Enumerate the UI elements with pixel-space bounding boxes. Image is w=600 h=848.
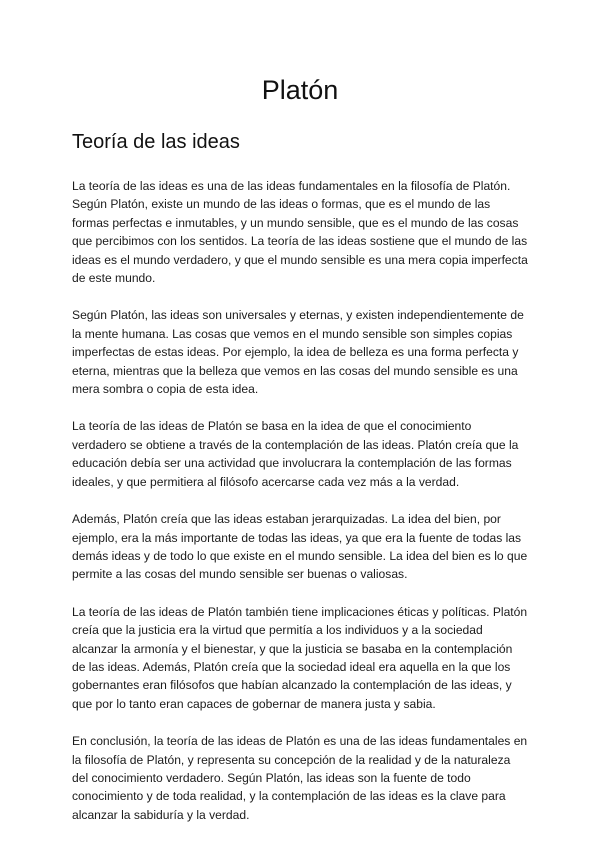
section-heading: Teoría de las ideas (72, 131, 240, 153)
document-title: Platón (261, 75, 339, 105)
paragraph-3: La teoría de las ideas de Platón se basa en la idea de que el conocimiento verdadero se obtiene a través de la contemplación de las ideas. Platón creía que la educación debía ser una actividad que involucrara la contemplación de las formas ideales, y que permitiera al filósofo acercarse cada vez más a la verdad. (72, 419, 519, 489)
paragraph-2: Según Platón, las ideas son universales y eternas, y existen independientemente de la mente humana. Las cosas que vemos en el mundo sensible son simples copias imperfectas de estas ideas. Por ejemplo, la idea de belleza es una forma perfecta y eterna, mientras que la belleza que vemos en las cosas del mundo sensible es una mera sombra o copia de esta idea. (72, 308, 524, 397)
paragraph-6: En conclusión, la teoría de las ideas de Platón es una de las ideas fundamentales en la filosofía de Platón, y representa su concepción de la realidad y de la naturaleza del conocimiento verdadero. Según Platón, las ideas son la fuente de todo conocimiento y de toda realidad, y la contemplación de las ideas es la clave para alcanzar la sabiduría y la verdad. (72, 734, 528, 822)
paragraph-4: Además, Platón creía que las ideas estaban jerarquizadas. La idea del bien, por ejemplo, era la más importante de todas las ideas, ya que era la fuente de todas las demás ideas y de todo lo que existe en el mundo sensible. La idea del bien es lo que permite a las cosas del mundo sensible ser buenas o valiosas. (72, 512, 528, 582)
paragraph-1: La teoría de las ideas es una de las ideas fundamentales en la filosofía de Platón. Según Platón, existe un mundo de las ideas o formas, que es el mundo de las formas perfectas e inmutables, y un mundo sensible, que es el mundo de las cosas que percibimos con los sentidos. La teoría de las ideas sostiene que el mundo de las ideas es el mundo verdadero, y que el mundo sensible es una mera copia imperfecta de este mundo. (72, 179, 528, 286)
document-body (72, 177, 528, 843)
paragraph-5: La teoría de las ideas de Platón también tiene implicaciones éticas y políticas. Platón creía que la justicia era la virtud que permitía a los individuos y a la sociedad alcanzar la armonía y el bienestar, y que la justicia se basaba en la contemplación de las ideas. Además, Platón creía que la sociedad ideal era aquella en la que los gobernantes eran filósofos que habían alcanzado la contemplación de las ideas, y que por lo tanto eran capaces de gobernar de manera justa y sabia. (72, 604, 528, 711)
